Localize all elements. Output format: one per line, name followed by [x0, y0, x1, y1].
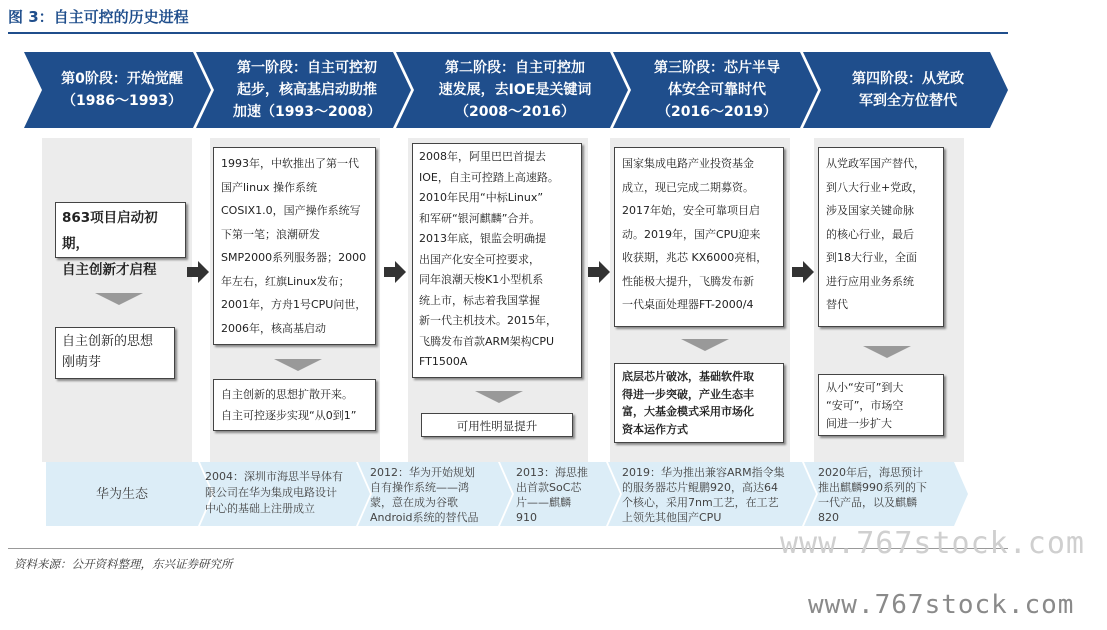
down-arrow-icon	[95, 293, 143, 305]
ecosystem-label: 华为生态	[95, 486, 148, 502]
stage-4-outcome-box: 从小“安可”到大 “安可”，市场空 间进一步扩大	[818, 374, 944, 436]
right-arrow-icon	[384, 261, 406, 283]
right-arrow-icon	[588, 261, 610, 283]
down-arrow-icon	[274, 359, 322, 371]
stage-1-detail-box: 1993年，中软推出了第一代 国产linux 操作系统 COSIX1.0，国产操作系统写 下第一笔；浪潮研发 SMP2000系列服务器；2000 年左右，红旗Linux发布； 2001年，方舟1号CPU问世， 2006年，核高基启动	[213, 147, 376, 345]
stage-2: 第二阶段：自主可控加 速发展，去IOE是关键词 （2008～2016）	[438, 60, 592, 120]
down-arrow-icon	[863, 346, 911, 358]
watermark: www.767stock.com	[780, 526, 1085, 561]
stage-0: 第0阶段：开始觉醒 （1986～1993）	[61, 71, 183, 109]
figure-title: 图 3：自主可控的历史进程	[8, 8, 189, 26]
stage-3-outcome-box: 底层芯片破冰，基础软件取 得进一步突破，产业生态丰 富，大基金模式采用市场化 资本运作方式	[614, 363, 784, 443]
watermark: www.767stock.com	[808, 590, 1075, 620]
down-arrow-icon	[681, 339, 729, 351]
right-arrow-icon	[187, 261, 209, 283]
stage-2-outcome-box: 可用性明显提升	[421, 413, 573, 437]
stage-3-detail-box: 国家集成电路产业投资基金 成立，现已完成二期募资。 2017年始，安全可靠项目启 动。2019年，国产CPU迎来 收获期，兆芯 KX6000亮相， 性能极大提升，飞腾发布新 一代桌面处理器FT-2000/4	[614, 147, 784, 327]
source-note: 资料来源：公开资料整理，东兴证券研究所	[14, 557, 233, 571]
ecosystem-item-2012: 2012：华为开始规划 自有操作系统——鸿 蒙，意在成为谷歌 Android系统的替代品	[370, 466, 479, 524]
stage-1: 第一阶段：自主可控初 起步，核高基启动助推 加速（1993～2008）	[233, 60, 381, 120]
stage-3: 第三阶段：芯片半导 体安全可靠时代 （2016～2019）	[654, 60, 780, 120]
ecosystem-item-2019: 2019：华为推出兼容ARM指令集 的服务器芯片鲲鹏920，高达64 个核心，采用7nm工艺，在工艺 上领先其他国产CPU	[622, 466, 785, 524]
stage-4: 第四阶段：从党政 军到全方位替代	[852, 71, 964, 109]
stage-1-outcome-box: 自主创新的思想扩散开来。 自主可控逐步实现“从0到1”	[213, 379, 376, 431]
stage-0-outcome-box: 自主创新的思想 刚萌芽	[55, 327, 175, 379]
ecosystem-item-2020: 2020年后，海思预计 推出麒麟990系列的下 一代产品，以及麒麟 820	[818, 466, 927, 524]
ecosystem-item-2013: 2013：海思推 出首款SoC芯 片——麒麟 910	[516, 466, 588, 524]
right-arrow-icon	[792, 261, 814, 283]
ecosystem-item-2004: 2004：深圳市海思半导体有 限公司在华为集成电路设计 中心的基础上注册成立	[205, 470, 343, 515]
stage-2-detail-box: 2008年，阿里巴巴首提去 IOE，自主可控踏上高速路。 2010年民用“中标Linux” 和军研“银河麒麟”合并。 2013年底，银监会明确提 出国产化安全可控要求， 同年浪潮天梭K1小型机系 统上市，标志着我国掌握 新一代主机技术。2015年， 飞腾发布首款ARM架构CPU FT1500A	[412, 143, 582, 378]
stage-0-summary-box: 863项目启动初期， 自主创新才启程	[55, 202, 186, 258]
down-arrow-icon	[475, 391, 523, 403]
stage-4-detail-box: 从党政军国产替代， 到八大行业+党政， 涉及国家关键命脉 的核心行业，最后 到18大行业，全面 进行应用业务系统 替代	[818, 147, 944, 327]
